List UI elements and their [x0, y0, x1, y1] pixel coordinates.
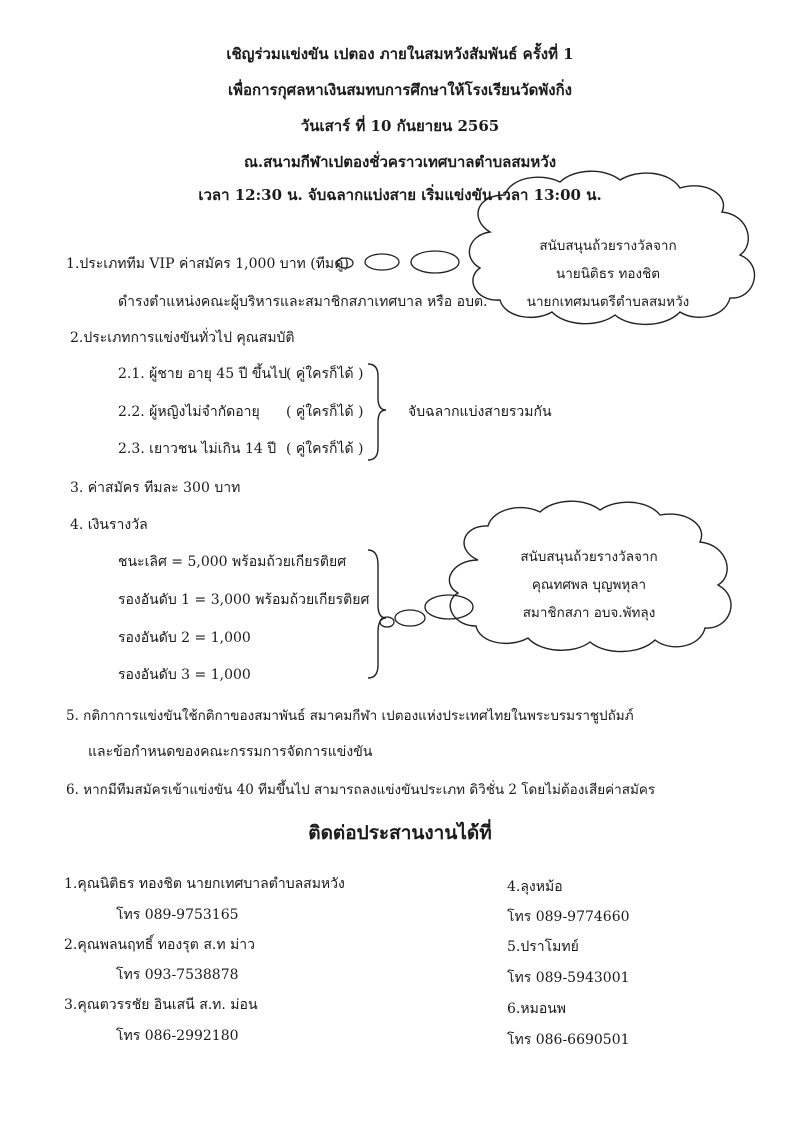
- header-line-4: ณ.สนามกีฬาเปตองชั่วคราวเทศบาลตำบลสมหวัง: [243, 153, 557, 171]
- contact-1-phone: โทร 089-9753165: [116, 907, 239, 923]
- contact-5-name: 5.ปราโมทย์: [507, 939, 579, 955]
- thought-bubble-medium-1: [365, 254, 399, 270]
- cloud-1-line-3: นายกเทศมนตรีตำบลสมหวัง: [526, 294, 690, 310]
- item-5: 5. กติกาการแข่งขันใช้กติกาของสมาพันธ์ สมาคมกีฬา เปตองแห่งประเทศไทยในพระบรมราชูปถัมภ์: [66, 708, 634, 724]
- item-4: 4. เงินรางวัล: [70, 517, 148, 533]
- item-1: 1.ประเภททีม VIP ค่าสมัคร 1,000 บาท (ทีมคู่): [66, 256, 349, 272]
- item-2-3: 2.3. เยาวชน ไม่เกิน 14 ปี: [118, 441, 277, 457]
- contact-4-name: 4.ลุงหม้อ: [507, 879, 563, 895]
- contact-1-name: 1.คุณนิติธร ทองชิต นายกเทศบาลตำบลสมหวัง: [64, 876, 345, 892]
- header-line-1: เชิญร่วมแข่งขัน เปตอง ภายในสมหวังสัมพันธ์ ครั้งที่ 1: [226, 45, 574, 63]
- cloud-2-line-1: สนับสนุนถ้วยรางวัลจาก: [520, 549, 658, 565]
- pair-note-1: ( คู่ใครก็ได้ ): [286, 366, 364, 382]
- contact-6-phone: โทร 086-6690501: [507, 1032, 630, 1048]
- draw-note: จับฉลากแบ่งสายรวมกัน: [408, 404, 552, 420]
- contact-3-name: 3.คุณตวรรชัย อินเสนี ส.ท. ม่อน: [64, 997, 258, 1013]
- contact-5-phone: โทร 089-5943001: [507, 970, 630, 986]
- header-line-2: เพื่อการกุศลหาเงินสมทบการศึกษาให้โรงเรียนวัดพังกิ่ง: [228, 81, 572, 99]
- header-line-5: เวลา 12:30 น. จับฉลากแบ่งสาย เริ่มแข่งขัน เวลา 13:00 น.: [198, 186, 602, 204]
- prize-2: รองอันดับ 1 = 3,000 พร้อมถ้วยเกียรติยศ: [118, 592, 370, 608]
- cloud-1-line-2: นายนิติธร ทองชิต: [555, 266, 661, 282]
- prize-1: ชนะเลิศ = 5,000 พร้อมถ้วยเกียรติยศ: [118, 554, 347, 570]
- pair-note-3: ( คู่ใครก็ได้ ): [286, 441, 364, 457]
- brace-categories: [368, 364, 386, 460]
- contact-2-name: 2.คุณพลนฤทธิ์ ทองรุต ส.ท ม่าว: [64, 937, 255, 953]
- contact-3-phone: โทร 086-2992180: [116, 1028, 239, 1044]
- item-6: 6. หากมีทีมสมัครเข้าแข่งขัน 40 ทีมขึ้นไป สามารถลงแข่งขันประเภท ดิวิชั่น 2 โดยไม่ต้องเสียค่าสมัคร: [66, 782, 656, 798]
- contact-title: ติดต่อประสานงานได้ที่: [308, 822, 492, 844]
- contact-6-name: 6.หมอนพ: [507, 1001, 567, 1017]
- pair-note-2: ( คู่ใครก็ได้ ): [286, 404, 364, 420]
- prize-3: รองอันดับ 2 = 1,000: [118, 630, 251, 646]
- cloud-2-line-2: คุณทศพล บุญพหุลา: [531, 577, 647, 593]
- prize-4: รองอันดับ 3 = 1,000: [118, 667, 251, 683]
- thought-bubble-large-1: [411, 251, 459, 273]
- thought-bubble-small-2: [380, 617, 394, 627]
- item-2-1: 2.1. ผู้ชาย อายุ 45 ปี ขึ้นไป: [118, 366, 287, 382]
- header-line-3: วันเสาร์ ที่ 10 กันยายน 2565: [300, 117, 500, 135]
- item-5-sub: และข้อกำหนดของคณะกรรมการจัดการแข่งขัน: [88, 744, 373, 760]
- item-2-2: 2.2. ผู้หญิงไม่จำกัดอายุ: [118, 404, 260, 420]
- item-3: 3. ค่าสมัคร ทีมละ 300 บาท: [70, 480, 241, 496]
- thought-bubble-large-2: [425, 595, 473, 619]
- contact-2-phone: โทร 093-7538878: [116, 967, 239, 983]
- brace-prizes: [368, 550, 386, 678]
- thought-bubble-medium-2: [395, 610, 425, 626]
- item-2: 2.ประเภทการแข่งขันทั่วไป คุณสมบัติ: [70, 330, 295, 346]
- contact-4-phone: โทร 089-9774660: [507, 909, 630, 925]
- cloud-1-line-1: สนับสนุนถ้วยรางวัลจาก: [539, 238, 677, 254]
- item-1-sub: ดำรงตำแหน่งคณะผู้บริหารและสมาชิกสภาเทศบาล หรือ อบต.: [118, 294, 488, 310]
- cloud-2-line-3: สมาชิกสภา อบจ.พัทลุง: [522, 605, 656, 621]
